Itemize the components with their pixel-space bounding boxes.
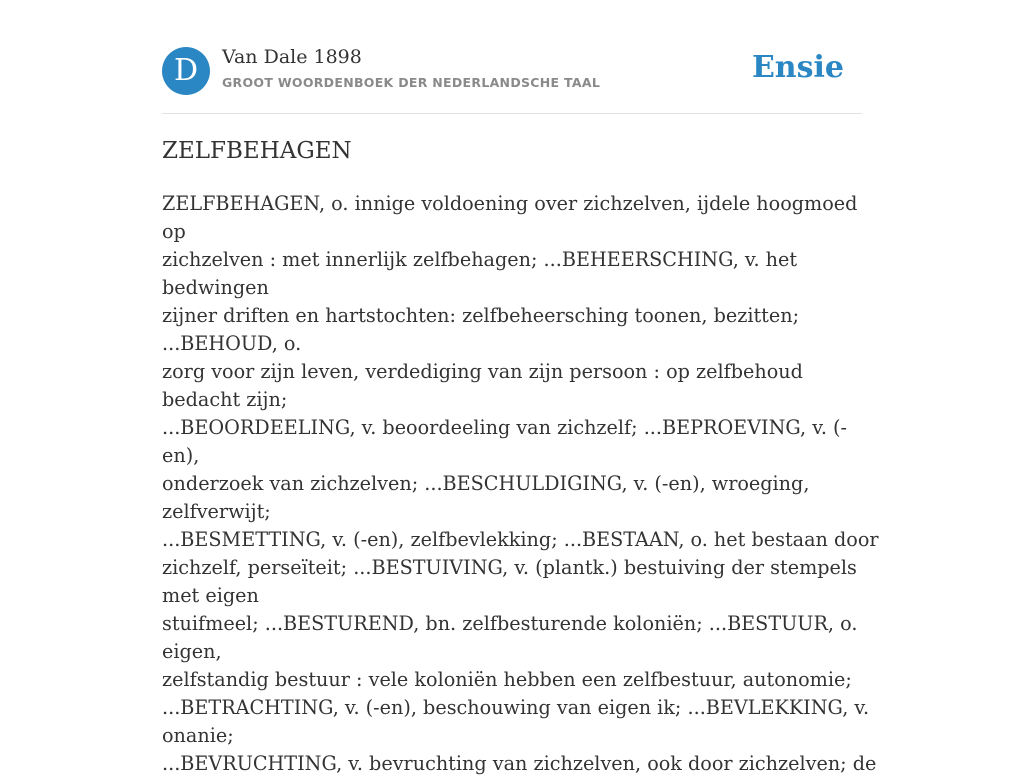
definition-line: ...BESMETTING, v. (-en), zelfbevlekking; ...BESTAAN, o. het bestaan door [162, 528, 879, 551]
ensie-logo[interactable]: Ensie [751, 50, 844, 85]
page-title: ZELFBEHAGEN [162, 138, 352, 164]
source-subtitle: GROOT WOORDENBOEK DER NEDERLANDSCHE TAAL [222, 75, 601, 90]
header-divider [162, 113, 862, 114]
definition-line: stuifmeel; ...BESTUREND, bn. zelfbesturende koloniën; ...BESTUUR, o. eigen, [162, 612, 858, 663]
source-title[interactable]: Van Dale 1898 [222, 46, 362, 68]
definition-line: zelfstandig bestuur : vele koloniën hebben een zelfbestuur, autonomie; [162, 668, 852, 691]
definition-line: onderzoek van zichzelven; ...BESCHULDIGING, v. (-en), wroeging, zelfverwijt; [162, 472, 810, 523]
definition-line: zichzelven : met innerlijk zelfbehagen; ...BEHEERSCHING, v. het bedwingen [162, 248, 798, 299]
definition-line: ZELFBEHAGEN, o. innige voldoening over zichzelven, ijdele hoogmoed op [162, 192, 858, 243]
definition-text [162, 190, 882, 778]
definition-line: zorg voor zijn leven, verdediging van zijn persoon : op zelfbehoud bedacht zijn; [162, 360, 803, 411]
definition-line: zichzelf, perseïteit; ...BESTUIVING, v. (plantk.) bestuiving der stempels met eigen [162, 556, 857, 607]
source-avatar: D [162, 47, 210, 95]
definition-line: zijner driften en hartstochten: zelfbeheersching toonen, bezitten; ...BEHOUD, o. [162, 304, 800, 355]
definition-line: ...BEOORDEELING, v. beoordeeling van zichzelf; ...BEPROEVING, v. (-en), [162, 416, 847, 467]
source-header [162, 46, 862, 96]
definition-line: ...BETRACHTING, v. (-en), beschouwing van eigen ik; ...BEVLEKKING, v. onanie; [162, 696, 870, 747]
definition-line: ...BEVRUCHTING, v. bevruchting van zichzelven, ook door zichzelven; de [162, 752, 877, 775]
